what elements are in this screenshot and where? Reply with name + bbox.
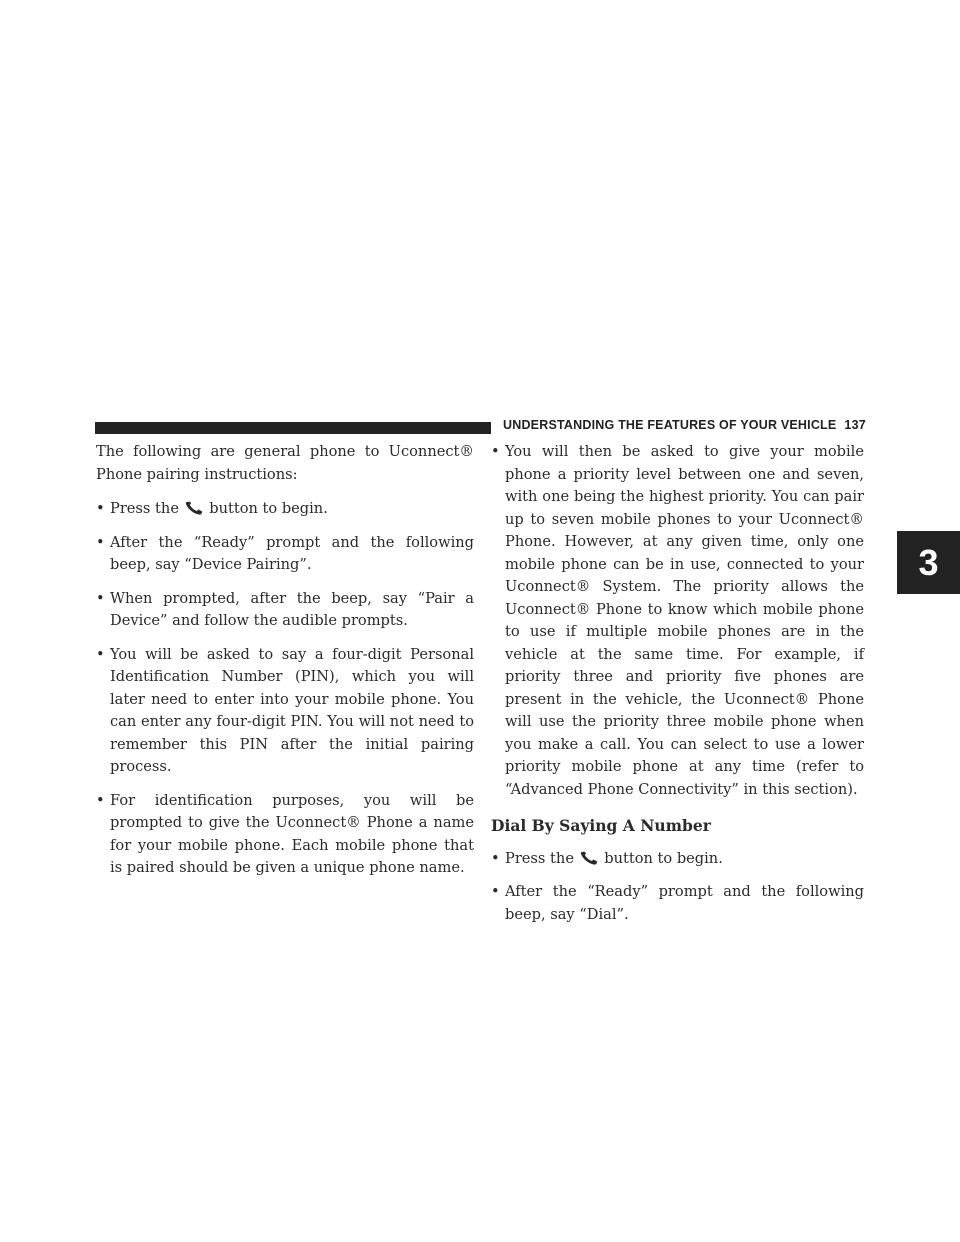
chapter-tab: 3 [897, 531, 960, 594]
header-rule [95, 422, 491, 434]
phone-icon [185, 501, 203, 515]
list-item: • Press the button to begin. [96, 498, 474, 521]
running-header [503, 418, 866, 432]
pairing-steps-list [96, 498, 474, 880]
list-item: • After the “Ready” prompt and the following beep, say “Dial”. [491, 881, 864, 926]
list-item: • For identification purposes, you will be prompted to give the Uconnect® Phone a name for your mobile phone. Each mobile phone that is paired should be given a unique phone name. [96, 790, 474, 880]
list-item: • Press the button to begin. [491, 848, 864, 871]
list-item: • After the “Ready” prompt and the following beep, say “Device Pairing”. [96, 532, 474, 577]
list-item: • You will be asked to say a four-digit Personal Identification Number (PIN), which you will later need to enter into your mobile phone. You can enter any four-digit PIN. You will not need to remember this PIN after the initial pairing process. [96, 644, 474, 779]
left-column [96, 441, 474, 891]
phone-icon [580, 851, 598, 865]
list-item: • You will then be asked to give your mobile phone a priority level between one and seven, with one being the highest priority. You can pair up to seven mobile phones to your Uconnect® Phone. However, at any given time, only one mobile phone can be in use, connected to your Uconnect® System. The priority allows the Uconnect® Phone to know which mobile phone to use if multiple mobile phones are in the vehicle at the same time. For example, if priority three and priority five phones are present in the vehicle, the Uconnect® Phone will use the priority three mobile phone when you make a call. You can select to use a lower priority mobile phone at any time (refer to “Advanced Phone Connectivity” in this section). [491, 441, 864, 801]
intro-paragraph: The following are general phone to Uconnect® Phone pairing instructions: [96, 443, 474, 483]
list-item: • When prompted, after the beep, say “Pair a Device” and follow the audible prompts. [96, 588, 474, 633]
header-title: UNDERSTANDING THE FEATURES OF YOUR VEHICLE [503, 418, 837, 432]
right-column [491, 441, 864, 937]
dial-steps-list [491, 848, 864, 927]
section-heading: Dial By Saying A Number [491, 816, 711, 835]
page-number: 137 [844, 418, 866, 432]
priority-list [491, 441, 864, 801]
